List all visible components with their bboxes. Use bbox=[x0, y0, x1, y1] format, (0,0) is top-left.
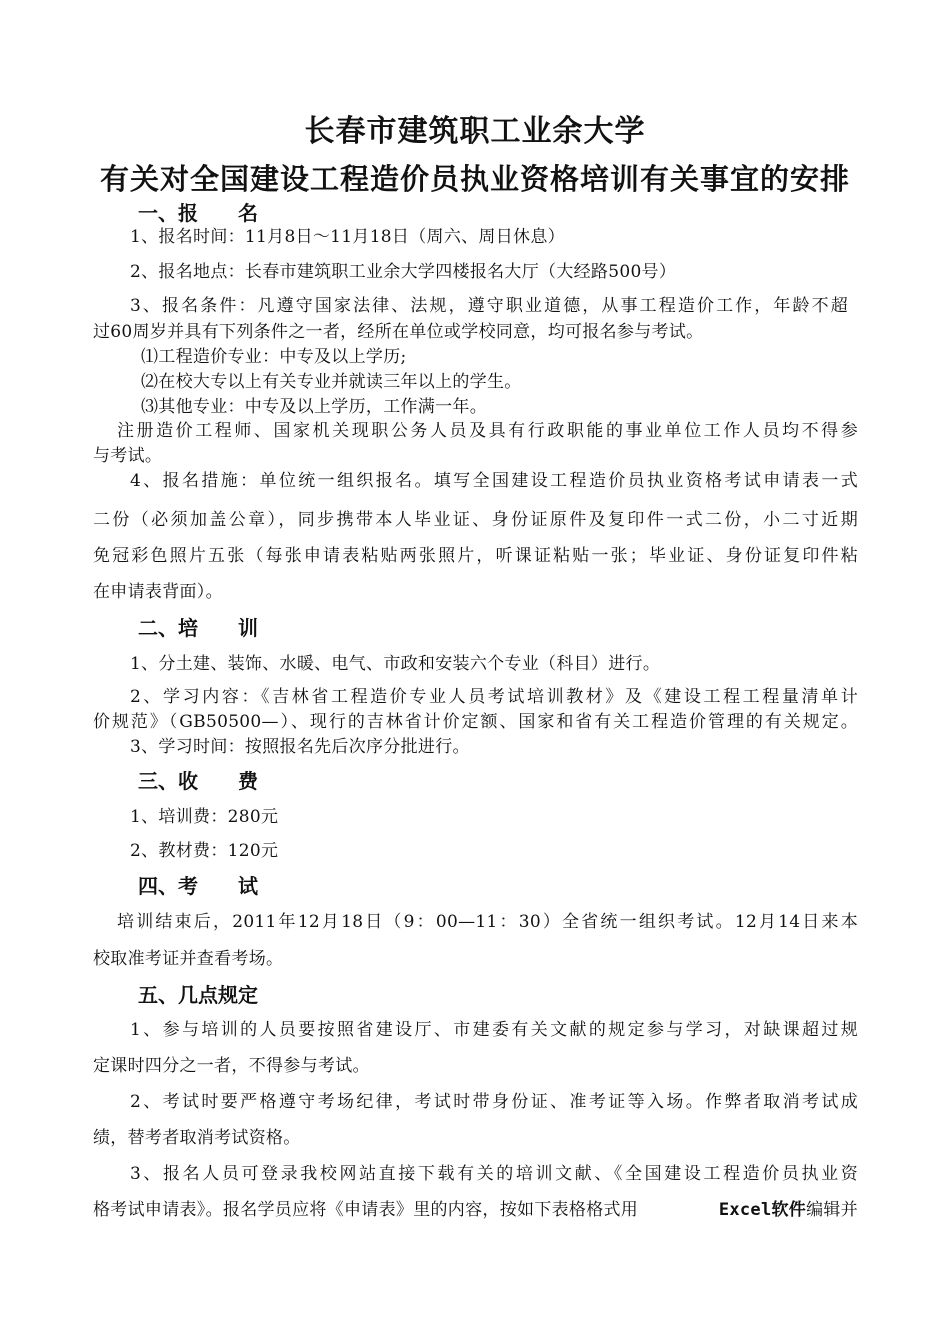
rule-3-line2-end: 编辑并 bbox=[806, 1200, 858, 1220]
registration-measures-line4: 在申请表背面）。 bbox=[93, 582, 223, 602]
training-specialties: 1、分土建、装饰、水暖、电气、市政和安装六个专业（科目）进行。 bbox=[130, 654, 661, 674]
section-heading-exam: 四、考 试 bbox=[138, 874, 258, 898]
training-content-line2: 价规范》（GB50500—）、现行的吉林省计价定额、国家和省有关工程造价管理的有关规定。 bbox=[93, 712, 858, 732]
condition-2: ⑵在校大专以上有关专业并就读三年以上的学生。 bbox=[141, 372, 522, 392]
excel-software-text: Excel软件 bbox=[718, 1200, 807, 1220]
registration-measures-line3: 免冠彩色照片五张（每张申请表粘贴两张照片，听课证粘贴一张；毕业证、身份证复印件粘 bbox=[93, 546, 858, 566]
registration-measures-line1: 4、报名措施：单位统一组织报名。填写全国建设工程造价员执业资格考试申请表一式 bbox=[130, 471, 858, 491]
rule-1-line2: 定课时四分之一者，不得参与考试。 bbox=[93, 1056, 370, 1076]
document-subtitle: 有关对全国建设工程造价员执业资格培训有关事宜的安排 bbox=[99, 162, 850, 196]
rule-3-line1: 3、报名人员可登录我校网站直接下载有关的培训文献、《全国建设工程造价员执业资 bbox=[130, 1164, 858, 1184]
exclusion-note-line2: 与考试。 bbox=[93, 446, 163, 466]
registration-conditions-line1: 3、报名条件：凡遵守国家法律、法规，遵守职业道德，从事工程造价工作，年龄不超 bbox=[130, 296, 848, 316]
document-title: 长春市建筑职工业余大学 bbox=[304, 114, 646, 149]
condition-1: ⑴工程造价专业：中专及以上学历; bbox=[141, 347, 407, 367]
exam-info-line1: 培训结束后，2011年12月18日（9：00—11：30）全省统一组织考试。12月14日来本 bbox=[117, 912, 858, 932]
training-fee: 1、培训费：280元 bbox=[130, 807, 279, 827]
rule-3-line2-text: 格考试申请表》。报名学员应将《申请表》里的内容，按如下表格格式用 bbox=[93, 1200, 639, 1220]
rule-3-line2 bbox=[93, 1199, 858, 1221]
section-heading-rules: 五、几点规定 bbox=[138, 983, 258, 1007]
section-heading-training: 二、培 训 bbox=[138, 616, 258, 640]
condition-3: ⑶其他专业：中专及以上学历，工作满一年。 bbox=[141, 397, 487, 417]
registration-time: 1、报名时间：11月8日～11月18日（周六、周日休息） bbox=[130, 227, 565, 247]
exam-info-line2: 校取准考证并查看考场。 bbox=[93, 949, 284, 969]
training-schedule: 3、学习时间：按照报名先后次序分批进行。 bbox=[130, 737, 470, 757]
rule-2-line1: 2、考试时要严格遵守考场纪律，考试时带身份证、准考证等入场。作弊者取消考试成 bbox=[130, 1092, 858, 1112]
exclusion-note-line1: 注册造价工程师、国家机关现职公务人员及具有行政职能的事业单位工作人员均不得参 bbox=[117, 421, 858, 441]
material-fee: 2、教材费：120元 bbox=[130, 841, 279, 861]
registration-conditions-line2: 过60周岁并具有下列条件之一者，经所在单位或学校同意，均可报名参与考试。 bbox=[93, 322, 704, 342]
section-heading-fees: 三、收 费 bbox=[138, 769, 258, 793]
registration-location: 2、报名地点：长春市建筑职工业余大学四楼报名大厅（大经路500号） bbox=[130, 262, 677, 282]
registration-measures-line2: 二份（必须加盖公章），同步携带本人毕业证、身份证原件及复印件一式二份，小二寸近期 bbox=[93, 510, 858, 530]
rule-1-line1: 1、参与培训的人员要按照省建设厅、市建委有关文献的规定参与学习，对缺课超过规 bbox=[130, 1020, 858, 1040]
rule-2-line2: 绩，替考者取消考试资格。 bbox=[93, 1128, 301, 1148]
training-content-line1: 2、学习内容：《吉林省工程造价专业人员考试培训教材》及《建设工程工程量清单计 bbox=[130, 687, 858, 707]
section-heading-registration: 一、报 名 bbox=[138, 201, 258, 225]
